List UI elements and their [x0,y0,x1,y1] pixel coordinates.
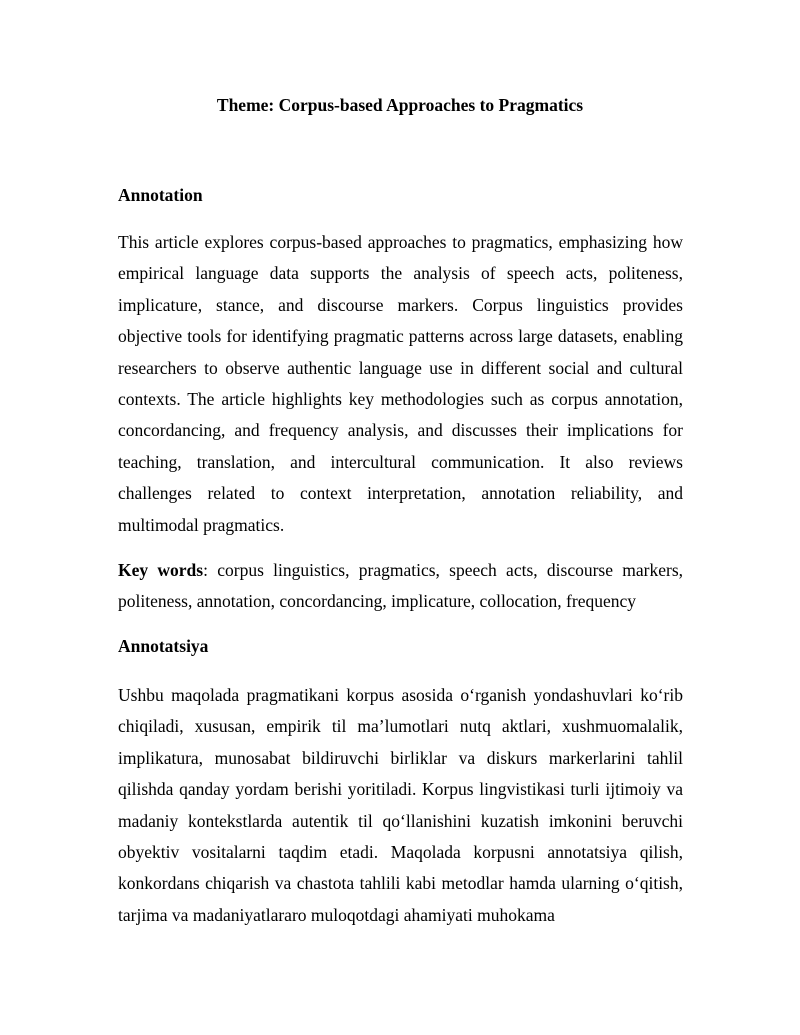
keywords-paragraph [118,555,683,618]
page-title: Theme: Corpus-based Approaches to Pragmatics [216,95,584,115]
keywords-text: : corpus linguistics, pragmatics, speech acts, discourse markers, politeness, annotation, concordancing, implicature, collocation, frequency [118,560,684,612]
keywords-label: Key words [118,560,204,580]
annotatsiya-heading: Annotatsiya [118,636,209,656]
annotation-paragraph: This article explores corpus-based approaches to pragmatics, emphasizing how empirical language data supports the analysis of speech acts, politeness, implicature, stance, and discourse markers. Corpus linguistics provides objective tools for identifying pragmatic patterns across large datasets, enabling researchers to observe authentic language use in different social and cultural contexts. The article highlights key methodologies such as corpus annotation, concordancing, and frequency analysis, and discusses their implications for teaching, translation, and intercultural communication. It also reviews challenges related to context interpretation, annotation reliability, and multimodal pragmatics. [118,232,683,535]
annotation-heading: Annotation [118,185,203,205]
annotatsiya-paragraph: Ushbu maqolada pragmatikani korpus asosida o‘rganish yondashuvlari ko‘rib chiqiladi, xususan, empirik til ma’lumotlari nutq aktlari, xushmuomalalik, implikatura, munosabat bildiruvchi birliklar va diskurs markerlarini tahlil qilishda qanday yordam berishi yoritiladi. Korpus lingvistikasi turli ijtimoiy va madaniy kontekstlarda autentik til qo‘llanishini kuzatish imkonini beruvchi obyektiv vositalarni taqdim etadi. Maqolada korpusni annotatsiya qilish, konkordans chiqarish va chastota tahlili kabi metodlar hamda ularning o‘qitish, tarjima va madaniyatlararo muloqotdagi ahamiyati muhokama [118,685,683,925]
